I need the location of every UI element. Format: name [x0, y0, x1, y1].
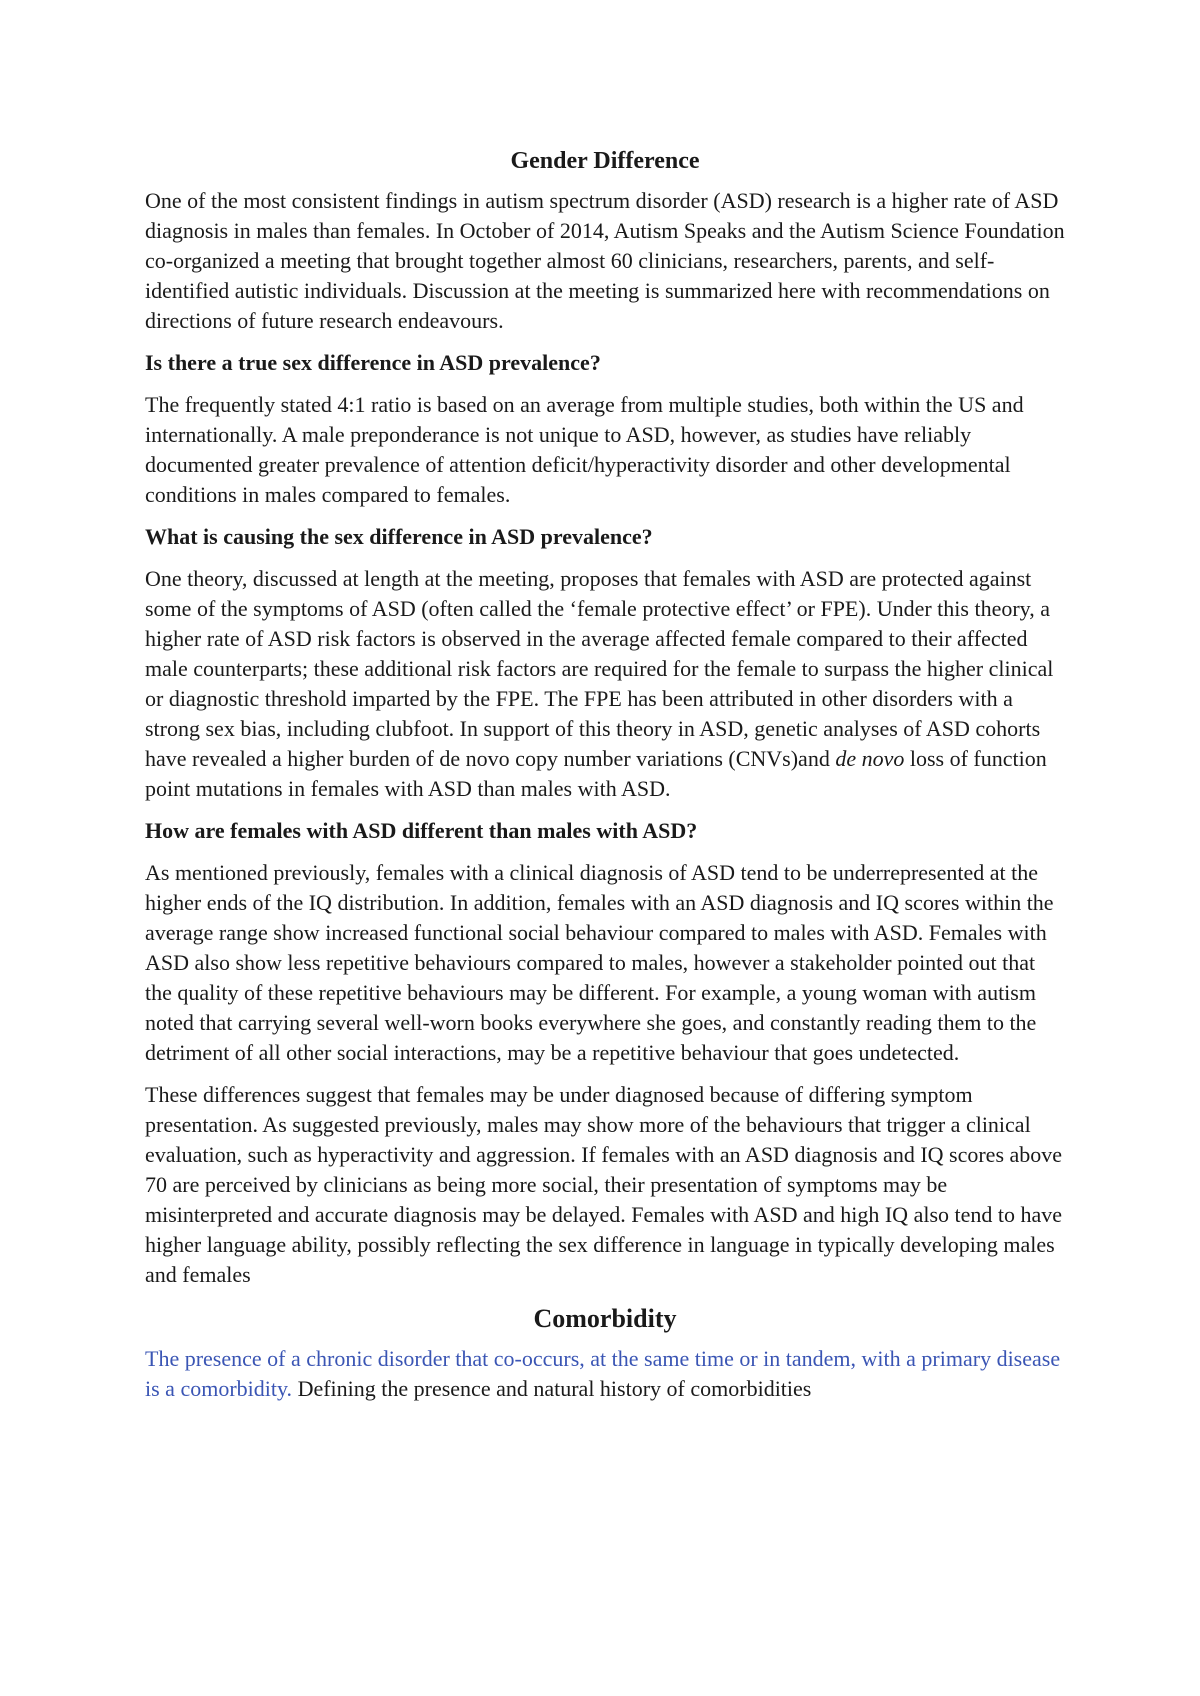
section-heading-prevalence: Is there a true sex difference in ASD prevalence?	[145, 350, 601, 375]
document-page	[145, 146, 1065, 1416]
page-title: Gender Difference	[510, 148, 700, 174]
section-heading-cause: What is causing the sex difference in ASD prevalence?	[145, 524, 653, 549]
differences-paragraph: As mentioned previously, females with a clinical diagnosis of ASD tend to be underrepresented at the higher ends of the IQ distribution. In addition, females with an ASD diagnosis and IQ scores within the average range show increased functional social behaviour compared to males with ASD. Females with ASD also show less repetitive behaviours compared to males, however a stakeholder pointed out that the quality of these repetitive behaviours may be different. For example, a young woman with autism noted that carrying several well-worn books everywhere she goes, and constantly reading them to the detriment of all other social interactions, may be a repetitive behaviour that goes undetected.	[145, 860, 1054, 1065]
cause-text-1: One theory, discussed at length at the meeting, proposes that females with ASD are protected against some of the symptoms of ASD (often called the ‘female protective effect’ or FPE). Under this theory, a higher rate of ASD risk factors is observed in the average affected female compared to their affected male counterparts; these additional risk factors are required for the female to surpass the higher clinical or diagnostic threshold imparted by the FPE. The FPE has been attributed in other disorders with a strong sex bias, including clubfoot. In support of this theory in ASD, genetic analyses of ASD cohorts have revealed a higher burden of de novo copy number variations (CNVs)and	[145, 566, 1054, 771]
cause-text-2: loss of function point mutations in females with ASD than males with ASD.	[145, 746, 1047, 801]
comorbidity-title: Comorbidity	[533, 1304, 677, 1333]
comorbidity-paragraph	[145, 1344, 1065, 1404]
intro-paragraph: One of the most consistent findings in autism spectrum disorder (ASD) research is a higher rate of ASD diagnosis in males than females. In October of 2014, Autism Speaks and the Autism Science Foundation co-organized a meeting that brought together almost 60 clinicians, researchers, parents, and self-identified autistic individuals. Discussion at the meeting is summarized here with recommendations on directions of future research endeavours.	[145, 188, 1065, 333]
comorbidity-text: Defining the presence and natural history of comorbidities	[292, 1376, 812, 1401]
section-heading-differences: How are females with ASD different than males with ASD?	[145, 818, 698, 843]
prevalence-paragraph: The frequently stated 4:1 ratio is based on an average from multiple studies, both within the US and internationally. A male preponderance is not unique to ASD, however, as studies have reliably documented greater prevalence of attention deficit/hyperactivity disorder and other developmental conditions in males compared to females.	[145, 392, 1024, 507]
cause-paragraph	[145, 564, 1065, 804]
underdiagnosis-paragraph: These differences suggest that females may be under diagnosed because of differing symptom presentation. As suggested previously, males may show more of the behaviours that trigger a clinical evaluation, such as hyperactivity and aggression. If females with an ASD diagnosis and IQ scores above 70 are perceived by clinicians as being more social, their presentation of symptoms may be misinterpreted and accurate diagnosis may be delayed. Females with ASD and high IQ also tend to have higher language ability, possibly reflecting the sex difference in language in typically developing males and females	[145, 1082, 1063, 1287]
de-novo-italic: de novo	[835, 746, 905, 771]
comorbidity-definition-link[interactable]: The presence of a chronic disorder that co-occurs, at the same time or in tandem, with a primary disease is a comorbidity.	[145, 1346, 1061, 1401]
